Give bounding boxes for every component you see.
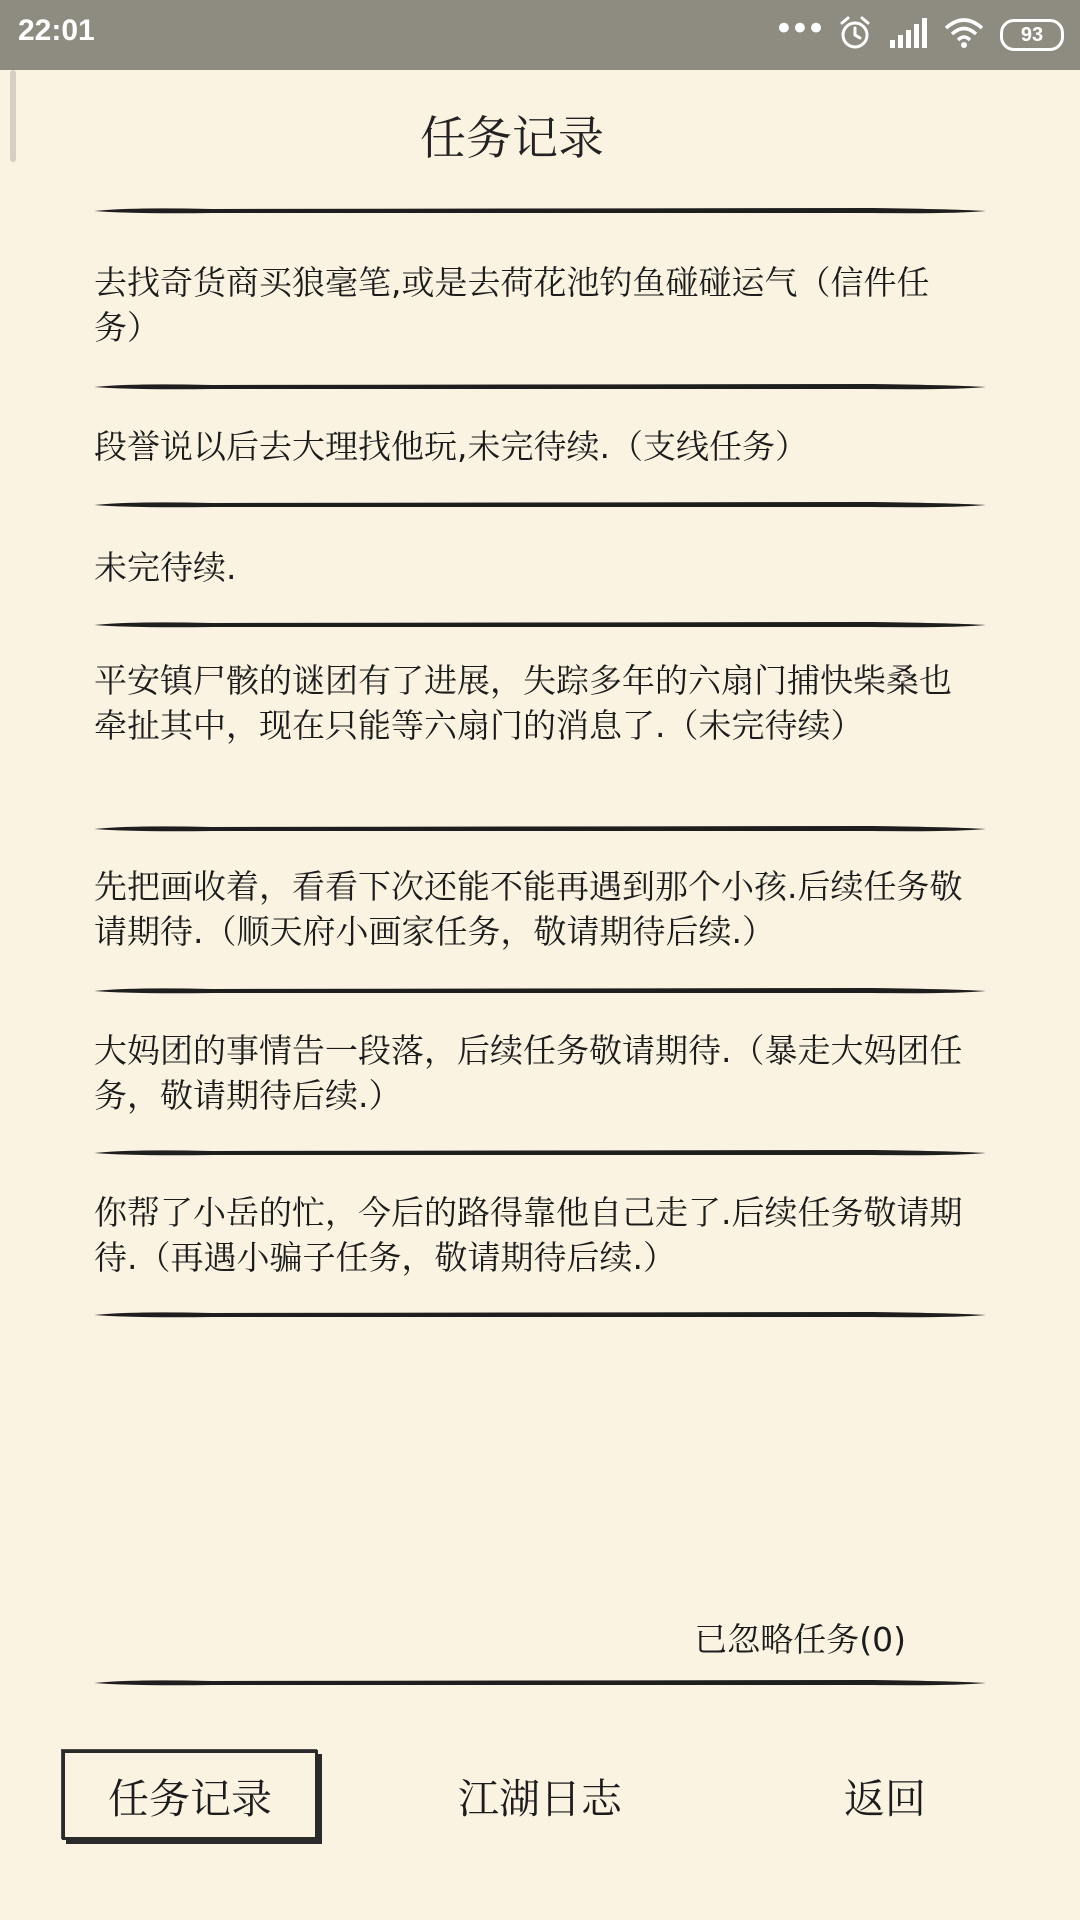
bottom-tab-bar [0,1750,1080,1850]
battery-icon [1000,19,1064,51]
quest-item[interactable]: 先把画收着，看看下次还能不能再遇到那个小孩.后续任务敬请期待.（顺天府小画家任务，敬请期待后续.） [94,867,963,951]
status-bar [0,0,1080,70]
divider [92,822,988,834]
status-time: 22:01 [18,14,95,47]
tab-journal[interactable]: 江湖日志 [458,1774,622,1823]
status-icons [773,9,1064,56]
quest-item[interactable]: 平安镇尸骸的谜团有了进展，失踪多年的六扇门捕快柴桑也牵扯其中，现在只能等六扇门的消息了.（未完待续） [94,661,952,745]
divider [92,618,988,630]
quest-item[interactable]: 段誉说以后去大理找他玩,未完待续.（支线任务） [94,427,808,466]
ignored-tasks-button[interactable]: 已忽略任务(0) [694,1620,906,1659]
quest-item[interactable]: 大妈团的事情告一段落，后续任务敬请期待.（暴走大妈团任务，敬请期待后续.） [94,1031,963,1115]
back-button[interactable]: 返回 [844,1774,926,1823]
divider [92,1308,988,1320]
divider [92,984,988,996]
alarm-icon [838,15,872,55]
quest-item[interactable]: 去找奇货商买狼毫笔,或是去荷花池钓鱼碰碰运气（信件任务） [94,263,930,347]
battery-level: 93 [1020,23,1044,46]
divider [92,498,988,510]
tab-quest-log[interactable]: 任务记录 [62,1750,318,1840]
divider [92,380,988,392]
wifi-icon [944,18,984,52]
divider [92,1676,988,1688]
signal-icon [888,18,928,52]
quest-item[interactable]: 你帮了小岳的忙，今后的路得靠他自己走了.后续任务敬请期待.（再遇小骗子任务，敬请期待后续.） [94,1193,963,1277]
divider [92,1146,988,1158]
more-dots-icon: ••• [773,9,822,49]
page-title: 任务记录 [420,111,604,165]
divider [92,204,988,216]
quest-item[interactable]: 未完待续. [94,548,237,587]
